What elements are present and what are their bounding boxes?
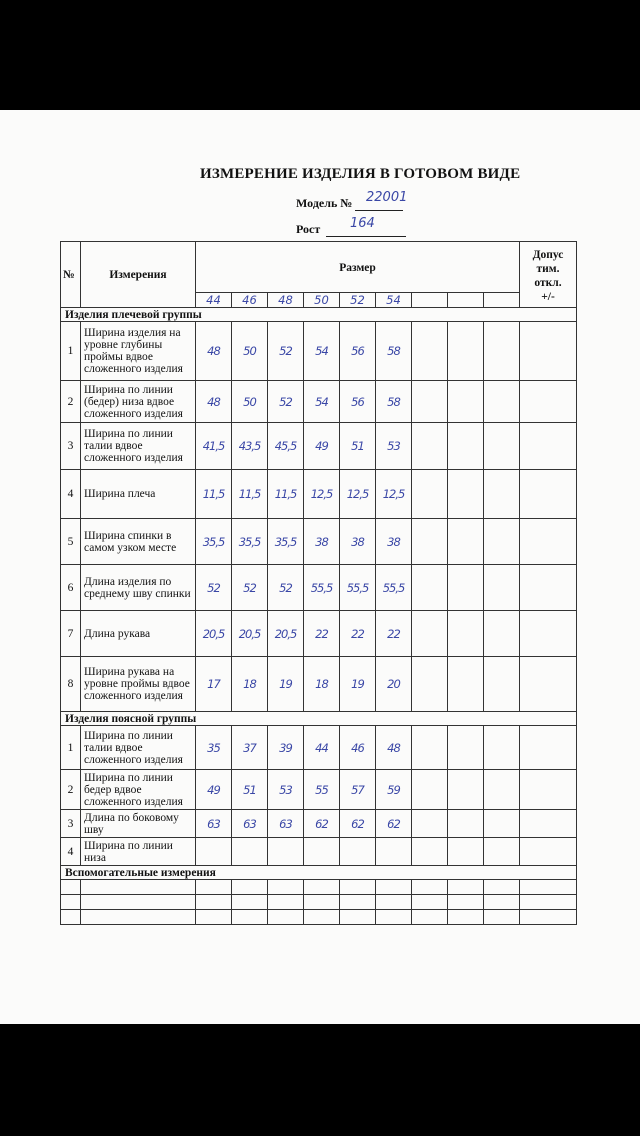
value-cell	[484, 657, 520, 712]
empty-cell	[340, 910, 376, 925]
empty-cell	[484, 880, 520, 895]
empty-cell	[412, 880, 448, 895]
value-cell: 46	[340, 726, 376, 770]
value-cell: 48	[376, 726, 412, 770]
row-number: 6	[61, 565, 81, 611]
value-cell	[412, 470, 448, 519]
empty-cell	[412, 910, 448, 925]
size-cell	[484, 293, 520, 308]
value-cell: 20,5	[232, 611, 268, 657]
value-cell: 63	[196, 810, 232, 838]
measurement-label: Длина рукава	[81, 611, 196, 657]
value-cell: 12,5	[340, 470, 376, 519]
empty-cell	[232, 910, 268, 925]
measurement-label: Ширина по линии низа	[81, 838, 196, 866]
size-cell	[448, 293, 484, 308]
value-cell	[340, 838, 376, 866]
row-number: 8	[61, 657, 81, 712]
tolerance-cell	[520, 565, 577, 611]
tolerance-cell	[520, 657, 577, 712]
header-tolerance	[520, 242, 577, 308]
empty-cell	[304, 895, 340, 910]
row-number: 4	[61, 470, 81, 519]
height-label: Рост	[296, 222, 321, 236]
table-row	[61, 838, 577, 866]
value-cell: 12,5	[304, 470, 340, 519]
empty-row	[61, 880, 577, 895]
value-cell: 55,5	[376, 565, 412, 611]
value-cell	[412, 611, 448, 657]
empty-row	[61, 895, 577, 910]
table-row	[61, 657, 577, 712]
table-row	[61, 470, 577, 519]
value-cell: 41,5	[196, 423, 232, 470]
value-cell	[412, 770, 448, 810]
value-cell: 49	[196, 770, 232, 810]
empty-cell	[61, 910, 81, 925]
document-title: ИЗМЕРЕНИЕ ИЗДЕЛИЯ В ГОТОВОМ ВИДЕ	[200, 166, 521, 182]
value-cell: 51	[232, 770, 268, 810]
value-cell: 63	[232, 810, 268, 838]
value-cell	[232, 838, 268, 866]
measurement-label: Ширина рукава на уровне проймы вдвое сложенного изделия	[81, 657, 196, 712]
empty-cell	[376, 880, 412, 895]
table-row	[61, 611, 577, 657]
value-cell: 56	[340, 322, 376, 381]
empty-cell	[520, 910, 577, 925]
row-number: 2	[61, 381, 81, 423]
value-cell: 19	[268, 657, 304, 712]
value-cell	[448, 657, 484, 712]
tolerance-cell	[520, 838, 577, 866]
height-value: 164	[350, 216, 375, 231]
value-cell: 39	[268, 726, 304, 770]
size-cell: 46	[232, 293, 268, 308]
size-cell: 48	[268, 293, 304, 308]
value-cell: 55	[304, 770, 340, 810]
section-row	[61, 308, 577, 322]
row-number: 3	[61, 423, 81, 470]
value-cell: 59	[376, 770, 412, 810]
table-row	[61, 726, 577, 770]
empty-cell	[520, 880, 577, 895]
empty-cell	[412, 895, 448, 910]
value-cell	[484, 381, 520, 423]
empty-cell	[520, 895, 577, 910]
measurement-label: Ширина изделия на уровне глубины проймы вдвое сложенного изделия	[81, 322, 196, 381]
value-cell	[484, 322, 520, 381]
value-cell	[376, 838, 412, 866]
value-cell	[484, 838, 520, 866]
empty-cell	[448, 895, 484, 910]
empty-cell	[196, 895, 232, 910]
table-body	[61, 242, 577, 925]
measurement-label: Ширина по линии бедер вдвое сложенного изделия	[81, 770, 196, 810]
value-cell	[484, 611, 520, 657]
value-cell	[448, 726, 484, 770]
header-no: №	[61, 242, 81, 308]
value-cell: 22	[340, 611, 376, 657]
header-size: Размер	[196, 242, 520, 293]
value-cell: 38	[376, 519, 412, 565]
value-cell: 45,5	[268, 423, 304, 470]
value-cell: 22	[376, 611, 412, 657]
empty-cell	[268, 910, 304, 925]
value-cell: 62	[304, 810, 340, 838]
value-cell	[412, 726, 448, 770]
value-cell: 54	[304, 381, 340, 423]
empty-cell	[484, 895, 520, 910]
value-cell	[448, 322, 484, 381]
section-title: Изделия плечевой группы	[61, 308, 577, 322]
value-cell: 58	[376, 381, 412, 423]
tolerance-cell	[520, 381, 577, 423]
empty-cell	[304, 910, 340, 925]
value-cell: 50	[232, 322, 268, 381]
value-cell	[412, 657, 448, 712]
tolerance-cell	[520, 423, 577, 470]
empty-cell	[448, 880, 484, 895]
value-cell: 58	[376, 322, 412, 381]
value-cell: 18	[232, 657, 268, 712]
empty-cell	[340, 880, 376, 895]
value-cell: 52	[268, 565, 304, 611]
table-row	[61, 810, 577, 838]
tolerance-cell	[520, 810, 577, 838]
model-label: Модель №	[296, 196, 353, 210]
document-sheet	[0, 110, 640, 1024]
row-number: 2	[61, 770, 81, 810]
measurement-label: Ширина по линии (бедер) низа вдвое сложенного изделия	[81, 381, 196, 423]
header-row	[61, 242, 577, 293]
row-number: 7	[61, 611, 81, 657]
header-measure: Измерения	[81, 242, 196, 308]
value-cell: 56	[340, 381, 376, 423]
value-cell: 52	[232, 565, 268, 611]
value-cell	[448, 770, 484, 810]
value-cell: 37	[232, 726, 268, 770]
tolerance-cell	[520, 611, 577, 657]
row-number: 1	[61, 726, 81, 770]
value-cell: 12,5	[376, 470, 412, 519]
value-cell	[412, 322, 448, 381]
tolerance-cell	[520, 770, 577, 810]
table-row	[61, 381, 577, 423]
value-cell: 35,5	[196, 519, 232, 565]
value-cell: 11,5	[232, 470, 268, 519]
empty-cell	[81, 895, 196, 910]
value-cell	[412, 810, 448, 838]
measurement-label: Ширина спинки в самом узком месте	[81, 519, 196, 565]
value-cell: 43,5	[232, 423, 268, 470]
value-cell	[412, 519, 448, 565]
measurement-label: Ширина по линии талии вдвое сложенного изделия	[81, 423, 196, 470]
table-row	[61, 519, 577, 565]
empty-row	[61, 910, 577, 925]
value-cell: 55,5	[340, 565, 376, 611]
row-number: 4	[61, 838, 81, 866]
value-cell: 51	[340, 423, 376, 470]
value-cell	[448, 565, 484, 611]
value-cell: 20	[376, 657, 412, 712]
empty-cell	[304, 880, 340, 895]
value-cell	[304, 838, 340, 866]
value-cell	[484, 565, 520, 611]
empty-cell	[81, 910, 196, 925]
value-cell: 38	[304, 519, 340, 565]
value-cell	[484, 770, 520, 810]
empty-cell	[81, 880, 196, 895]
table-row	[61, 322, 577, 381]
measurement-label: Длина по боковому шву	[81, 810, 196, 838]
size-cell: 52	[340, 293, 376, 308]
measurement-label: Ширина по линии талии вдвое сложенного изделия	[81, 726, 196, 770]
value-cell: 62	[340, 810, 376, 838]
tolerance-cell	[520, 519, 577, 565]
measurement-label: Ширина плеча	[81, 470, 196, 519]
value-cell	[412, 381, 448, 423]
value-cell	[448, 810, 484, 838]
empty-cell	[232, 895, 268, 910]
value-cell: 20,5	[196, 611, 232, 657]
empty-cell	[268, 895, 304, 910]
table-row	[61, 770, 577, 810]
empty-cell	[196, 910, 232, 925]
value-cell	[448, 423, 484, 470]
value-cell	[448, 838, 484, 866]
value-cell: 49	[304, 423, 340, 470]
tolerance-line: +/-	[541, 290, 555, 303]
value-cell	[196, 838, 232, 866]
empty-cell	[268, 880, 304, 895]
value-cell: 54	[304, 322, 340, 381]
empty-cell	[61, 895, 81, 910]
value-cell: 20,5	[268, 611, 304, 657]
value-cell	[448, 381, 484, 423]
value-cell	[448, 470, 484, 519]
value-cell: 35,5	[268, 519, 304, 565]
value-cell: 63	[268, 810, 304, 838]
value-cell: 19	[340, 657, 376, 712]
value-cell: 44	[304, 726, 340, 770]
value-cell	[484, 726, 520, 770]
tolerance-line: Допус	[532, 248, 564, 261]
value-cell	[484, 519, 520, 565]
value-cell: 48	[196, 322, 232, 381]
size-cell	[412, 293, 448, 308]
table-row	[61, 565, 577, 611]
value-cell: 52	[196, 565, 232, 611]
empty-cell	[484, 910, 520, 925]
value-cell: 38	[340, 519, 376, 565]
empty-cell	[376, 910, 412, 925]
size-cell: 54	[376, 293, 412, 308]
empty-cell	[448, 910, 484, 925]
value-cell: 50	[232, 381, 268, 423]
tolerance-cell	[520, 726, 577, 770]
section-row	[61, 712, 577, 726]
value-cell	[448, 519, 484, 565]
empty-cell	[340, 895, 376, 910]
value-cell: 53	[376, 423, 412, 470]
value-cell: 18	[304, 657, 340, 712]
empty-cell	[376, 895, 412, 910]
value-cell: 35,5	[232, 519, 268, 565]
row-number: 5	[61, 519, 81, 565]
table-row	[61, 423, 577, 470]
row-number: 3	[61, 810, 81, 838]
value-cell: 55,5	[304, 565, 340, 611]
value-cell: 22	[304, 611, 340, 657]
value-cell	[484, 810, 520, 838]
value-cell: 57	[340, 770, 376, 810]
value-cell	[484, 470, 520, 519]
value-cell	[448, 611, 484, 657]
value-cell: 11,5	[196, 470, 232, 519]
empty-cell	[61, 880, 81, 895]
value-cell: 48	[196, 381, 232, 423]
tolerance-line: откл.	[534, 276, 562, 289]
empty-cell	[196, 880, 232, 895]
size-cell: 50	[304, 293, 340, 308]
section-row	[61, 866, 577, 880]
measurements-table	[60, 241, 577, 925]
value-cell: 53	[268, 770, 304, 810]
empty-cell	[232, 880, 268, 895]
measurement-label: Длина изделия по среднему шву спинки	[81, 565, 196, 611]
value-cell: 11,5	[268, 470, 304, 519]
row-number: 1	[61, 322, 81, 381]
value-cell	[412, 423, 448, 470]
value-cell: 17	[196, 657, 232, 712]
value-cell: 35	[196, 726, 232, 770]
value-cell	[412, 838, 448, 866]
value-cell	[268, 838, 304, 866]
section-title: Вспомогательные измерения	[61, 866, 577, 880]
tolerance-cell	[520, 470, 577, 519]
tolerance-line: тим.	[536, 262, 560, 275]
value-cell: 62	[376, 810, 412, 838]
value-cell	[484, 423, 520, 470]
value-cell	[412, 565, 448, 611]
model-number: 22001	[366, 190, 408, 205]
section-title: Изделия поясной группы	[61, 712, 577, 726]
tolerance-cell	[520, 322, 577, 381]
value-cell: 52	[268, 381, 304, 423]
size-cell: 44	[196, 293, 232, 308]
value-cell: 52	[268, 322, 304, 381]
